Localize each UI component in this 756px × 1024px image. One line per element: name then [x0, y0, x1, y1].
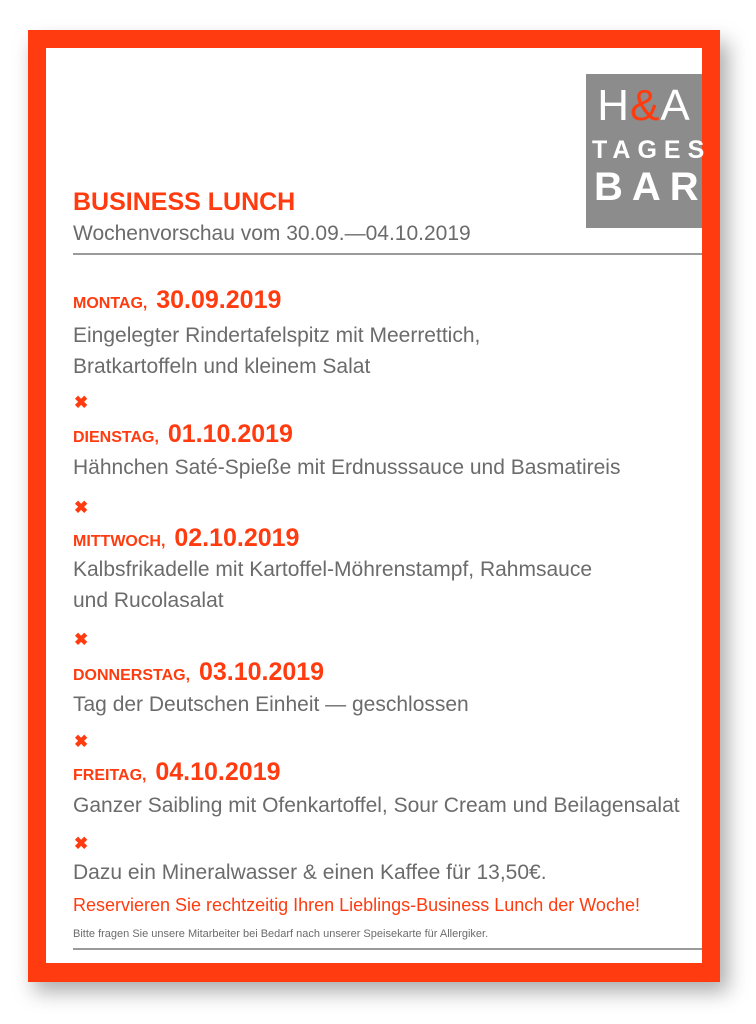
separator-icon: ✖ — [74, 732, 89, 751]
day-heading-friday: FREITAG, 04.10.2019 — [73, 758, 281, 786]
day-heading-wednesday: MITTWOCH, 02.10.2019 — [73, 524, 300, 552]
week-subtitle: Wochenvorschau vom 30.09.—04.10.2019 — [73, 222, 471, 245]
separator-icon: ✖ — [74, 393, 89, 412]
page-title: BUSINESS LUNCH — [73, 188, 296, 216]
separator-icon: ✖ — [74, 834, 89, 853]
day-heading-tuesday: DIENSTAG, 01.10.2019 — [73, 420, 293, 448]
dish-tuesday: Hähnchen Saté-Spieße mit Erdnusssauce und Basmatireis — [73, 456, 621, 479]
logo-line-2: TAGES — [592, 136, 712, 164]
reservation-text: Reservieren Sie rechtzeitig Ihren Lieblings-Business Lunch der Woche! — [73, 895, 640, 915]
separator-icon: ✖ — [74, 498, 89, 517]
menu-frame — [28, 30, 720, 982]
day-heading-thursday: DONNERSTAG, 03.10.2019 — [73, 658, 325, 686]
separator-icon: ✖ — [74, 630, 89, 649]
offer-text: Dazu ein Mineralwasser & einen Kaffee für 13,50€. — [73, 861, 547, 884]
menu-card — [46, 48, 712, 963]
ha-tagesbar-logo — [586, 74, 712, 228]
dish-monday: Eingelegter Rindertafelspitz mit Meerrettich, Bratkartoffeln und kleinem Salat — [73, 324, 481, 378]
logo-line-1: H&A — [597, 81, 691, 130]
dish-friday: Ganzer Saibling mit Ofenkartoffel, Sour Cream und Beilagensalat — [73, 794, 680, 817]
header-divider — [73, 253, 702, 255]
dish-wednesday: Kalbsfrikadelle mit Kartoffel-Möhrenstampf, Rahmsauce und Rucolasalat — [73, 558, 593, 612]
day-heading-monday: MONTAG, 30.09.2019 — [73, 286, 282, 314]
allergy-note: Bitte fragen Sie unsere Mitarbeiter bei Bedarf nach unserer Speisekarte für Allergiker. — [73, 928, 489, 940]
dish-thursday: Tag der Deutschen Einheit — geschlossen — [73, 693, 469, 716]
logo-line-3: BAR — [594, 165, 708, 209]
footer-divider — [73, 948, 702, 950]
